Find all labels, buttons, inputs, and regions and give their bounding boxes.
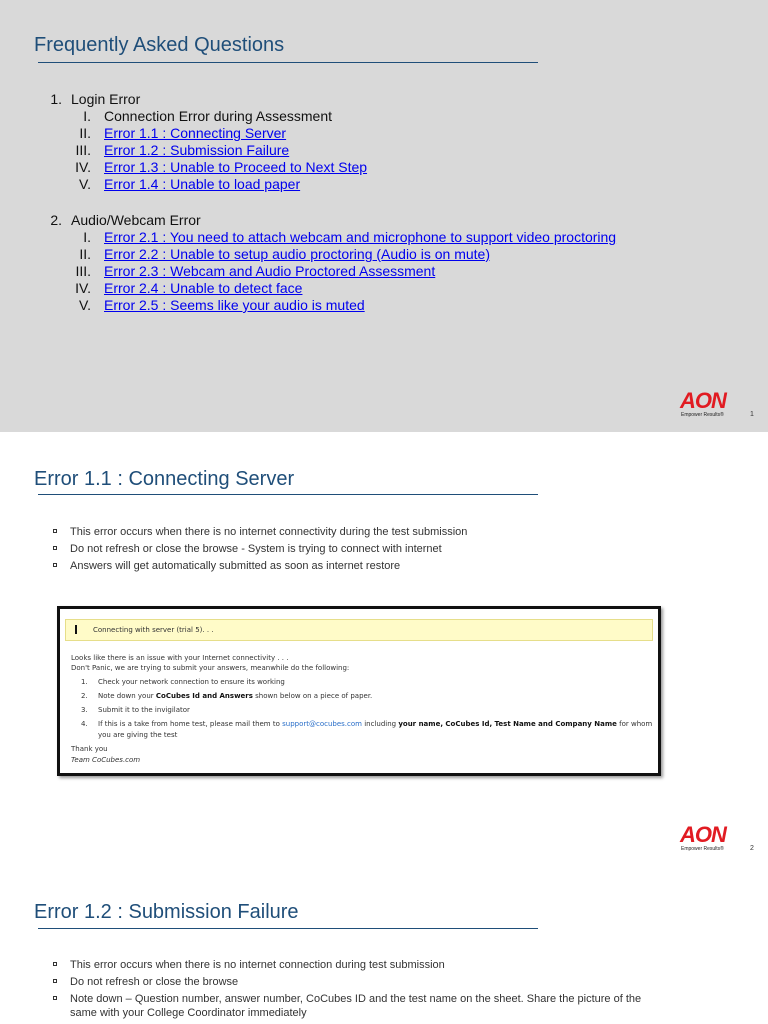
item-numeral: IV. — [75, 280, 91, 296]
step-number: 1. — [81, 678, 88, 686]
intro-line: Looks like there is an issue with your Internet connectivity . . . — [71, 654, 289, 662]
error-1-1-slide — [0, 432, 768, 865]
faq-link-error-2-4[interactable]: Error 2.4 : Unable to detect face — [104, 280, 303, 296]
aon-logo — [680, 388, 732, 422]
slide-title: Error 1.2 : Submission Failure — [34, 901, 299, 923]
logo-wordmark: AON — [680, 388, 726, 413]
intro-line: Don't Panic, we are trying to submit your answers, meanwhile do the following: — [71, 664, 350, 672]
item-numeral: V. — [79, 297, 91, 313]
item-numeral: III. — [75, 142, 91, 158]
bullet-text: Note down – Question number, answer number, CoCubes ID and the test name on the sheet. Share the picture of the same with your College Coordinator immediately — [70, 993, 642, 1019]
step-text: Check your network connection to ensure its working — [98, 678, 285, 686]
faq-link-error-1-1[interactable]: Error 1.1 : Connecting Server — [104, 125, 287, 141]
title-divider — [38, 494, 538, 495]
square-bullet-icon — [53, 529, 57, 533]
faq-link-error-2-3[interactable]: Error 2.3 : Webcam and Audio Proctored Assessment — [104, 263, 436, 279]
logo-tagline: Empower Results® — [681, 412, 724, 418]
faq-link-error-2-2[interactable]: Error 2.2 : Unable to setup audio proctoring (Audio is on mute) — [104, 246, 490, 262]
page-number: 2 — [750, 845, 754, 852]
item-numeral: III. — [75, 263, 91, 279]
item-numeral: IV. — [75, 159, 91, 175]
section-label: Login Error — [71, 91, 141, 107]
faq-link-error-1-4[interactable]: Error 1.4 : Unable to load paper — [104, 176, 301, 192]
banner-text: Connecting with server (trial 5). . . — [93, 626, 214, 634]
item-numeral: II. — [79, 246, 91, 262]
bullet-text: Do not refresh or close the browse — [70, 976, 239, 988]
step-text: Submit it to the invigilator — [98, 706, 190, 714]
bullet-text: This error occurs when there is no internet connectivity during the test submission — [70, 526, 468, 538]
title-divider — [38, 928, 538, 929]
item-numeral: II. — [79, 125, 91, 141]
connecting-server-screenshot — [57, 606, 661, 776]
aon-logo — [680, 822, 732, 856]
logo-tagline: Empower Results® — [681, 846, 724, 852]
section-label: Audio/Webcam Error — [71, 212, 201, 228]
square-bullet-icon — [53, 996, 57, 1000]
page-number: 1 — [750, 411, 754, 418]
page-title: Frequently Asked Questions — [34, 34, 285, 56]
item-numeral: V. — [79, 176, 91, 192]
square-bullet-icon — [53, 962, 57, 966]
faq-slide — [0, 0, 768, 432]
square-bullet-icon — [53, 563, 57, 567]
slide-title: Error 1.1 : Connecting Server — [34, 468, 295, 490]
error-1-2-slide — [0, 865, 768, 1024]
faq-link-error-2-1[interactable]: Error 2.1 : You need to attach webcam and microphone to support video proctoring — [104, 229, 617, 245]
connection-banner — [65, 619, 653, 641]
faq-link-error-1-3[interactable]: Error 1.3 : Unable to Proceed to Next Step — [104, 159, 368, 175]
item-numeral: I. — [83, 108, 91, 124]
section-number: 1. — [50, 91, 62, 107]
step-text: Note down your CoCubes Id and Answers shown below on a piece of paper. — [98, 692, 373, 700]
bullet-text: Answers will get automatically submitted as soon as internet restore — [70, 560, 401, 572]
thanks-line: Thank you — [71, 745, 108, 753]
support-email-link[interactable]: support@cocubes.com — [282, 720, 362, 728]
logo-wordmark: AON — [680, 822, 726, 847]
info-bar-icon — [75, 625, 77, 634]
square-bullet-icon — [53, 979, 57, 983]
faq-item: Connection Error during Assessment — [104, 108, 332, 124]
bullet-text: Do not refresh or close the browse - System is trying to connect with internet — [70, 543, 442, 555]
square-bullet-icon — [53, 546, 57, 550]
section-number: 2. — [50, 212, 62, 228]
bullet-text: This error occurs when there is no internet connection during test submission — [70, 959, 445, 971]
item-numeral: I. — [83, 229, 91, 245]
step-number: 4. — [81, 720, 88, 728]
faq-link-error-1-2[interactable]: Error 1.2 : Submission Failure — [104, 142, 290, 158]
step-text: If this is a take from home test, please mail them to support@cocubes.com including your name, CoCubes Id, Test Name and Company Name for whom — [98, 720, 653, 728]
signature-line: Team CoCubes.com — [71, 756, 141, 764]
step-continuation: you are giving the test — [98, 731, 178, 739]
title-divider — [38, 62, 538, 63]
step-number: 3. — [81, 706, 88, 714]
faq-link-error-2-5[interactable]: Error 2.5 : Seems like your audio is muted — [104, 297, 365, 313]
step-number: 2. — [81, 692, 88, 700]
